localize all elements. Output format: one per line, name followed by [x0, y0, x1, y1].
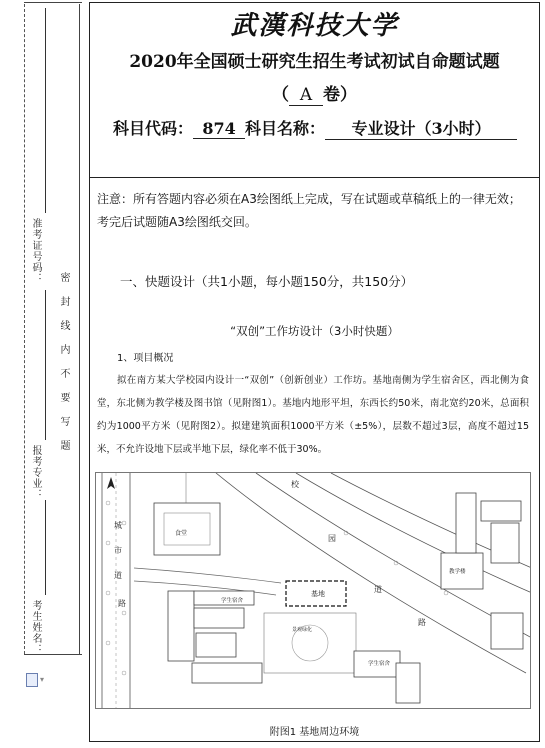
canteen-building	[154, 473, 220, 555]
student-name-label: 考生姓名：	[30, 600, 41, 655]
dorm-b-label: 学生宿舍	[368, 661, 391, 667]
seal-warning: 密封线内不要写题	[58, 272, 69, 464]
major-label: 报考专业：	[30, 445, 41, 500]
student-name-line	[45, 500, 46, 595]
west-road-char-1: 城	[114, 521, 122, 530]
volume-open: （	[272, 85, 289, 105]
exam-id-label: 准考证号码：	[30, 218, 41, 284]
west-road-char-4: 路	[118, 599, 126, 608]
north-arrow-icon	[107, 477, 115, 489]
item-heading: 1、项目概况	[117, 353, 174, 364]
campus-road-char-3: 道	[374, 585, 382, 594]
figure-caption: 附图1 基地周边环境	[269, 727, 360, 738]
west-road-char-3: 道	[114, 571, 122, 580]
project-description: 拟在南方某大学校园内设计一“双创”（创新创业）工作坊。基地南侧为学生宿舍区，西北侧为食堂，东北侧为教学楼及图书馆（见附图1）。基地内地形平坦，东西长约50米，南北宽约20米，总面积约为1000平方米（见附图2）。拟建建筑面积1000平方米（±5%），层数不超过3层，高度不超过15米，不允许设地下层或半地下层，绿化率不低于30%。	[97, 375, 529, 455]
volume-value: A	[289, 85, 323, 106]
section-heading: 一、快题设计（共1小题，每小题150分，共150分）	[120, 274, 414, 289]
seal-line-inner	[79, 4, 81, 654]
campus-road-char-4: 路	[418, 618, 426, 627]
campus-road-char-2: 园	[328, 534, 336, 543]
university-logo: 武漢科技大学	[230, 11, 399, 41]
site-map	[95, 472, 531, 709]
teaching-label: 教学楼	[449, 569, 466, 575]
volume-close: 卷）	[323, 85, 357, 105]
exam-title: 2020年全国硕士研究生招生考试初试自命题试题	[129, 52, 500, 72]
green-area	[264, 613, 356, 673]
document-icon[interactable]	[26, 673, 38, 687]
volume-line	[89, 80, 540, 106]
dropdown-arrow-icon[interactable]: ▾	[40, 675, 45, 684]
subject-name: 专业设计（3小时）	[325, 116, 517, 140]
seal-line-outer	[24, 4, 26, 654]
major-line	[45, 290, 46, 440]
subject-row	[113, 116, 517, 140]
site-map-drawing	[96, 473, 531, 709]
subject-code-label: 科目代码：	[113, 119, 194, 138]
dorm-a-label: 学生宿舍	[221, 598, 244, 604]
question-title: “双创”工作坊设计（3小时快题）	[230, 324, 399, 338]
exam-id-line	[45, 8, 46, 213]
canteen-label: 食堂	[175, 530, 188, 537]
dorm-a-building	[168, 591, 262, 683]
campus-road-char-1: 校	[291, 480, 299, 489]
west-road-char-2: 市	[114, 546, 122, 555]
site-label: 基地	[311, 590, 325, 598]
subject-name-label: 科目名称：	[245, 119, 326, 138]
seal-bracket-top	[24, 2, 82, 9]
dorm-b-building	[354, 651, 420, 703]
header-divider	[89, 177, 540, 178]
green-label: 景观绿化	[292, 627, 313, 633]
subject-code: 874	[193, 119, 245, 139]
notice-text: 注意：所有答题内容必须在A3绘图纸上完成，写在试题或草稿纸上的一律无效；考完后试题随A3绘图纸交回。	[97, 192, 521, 229]
